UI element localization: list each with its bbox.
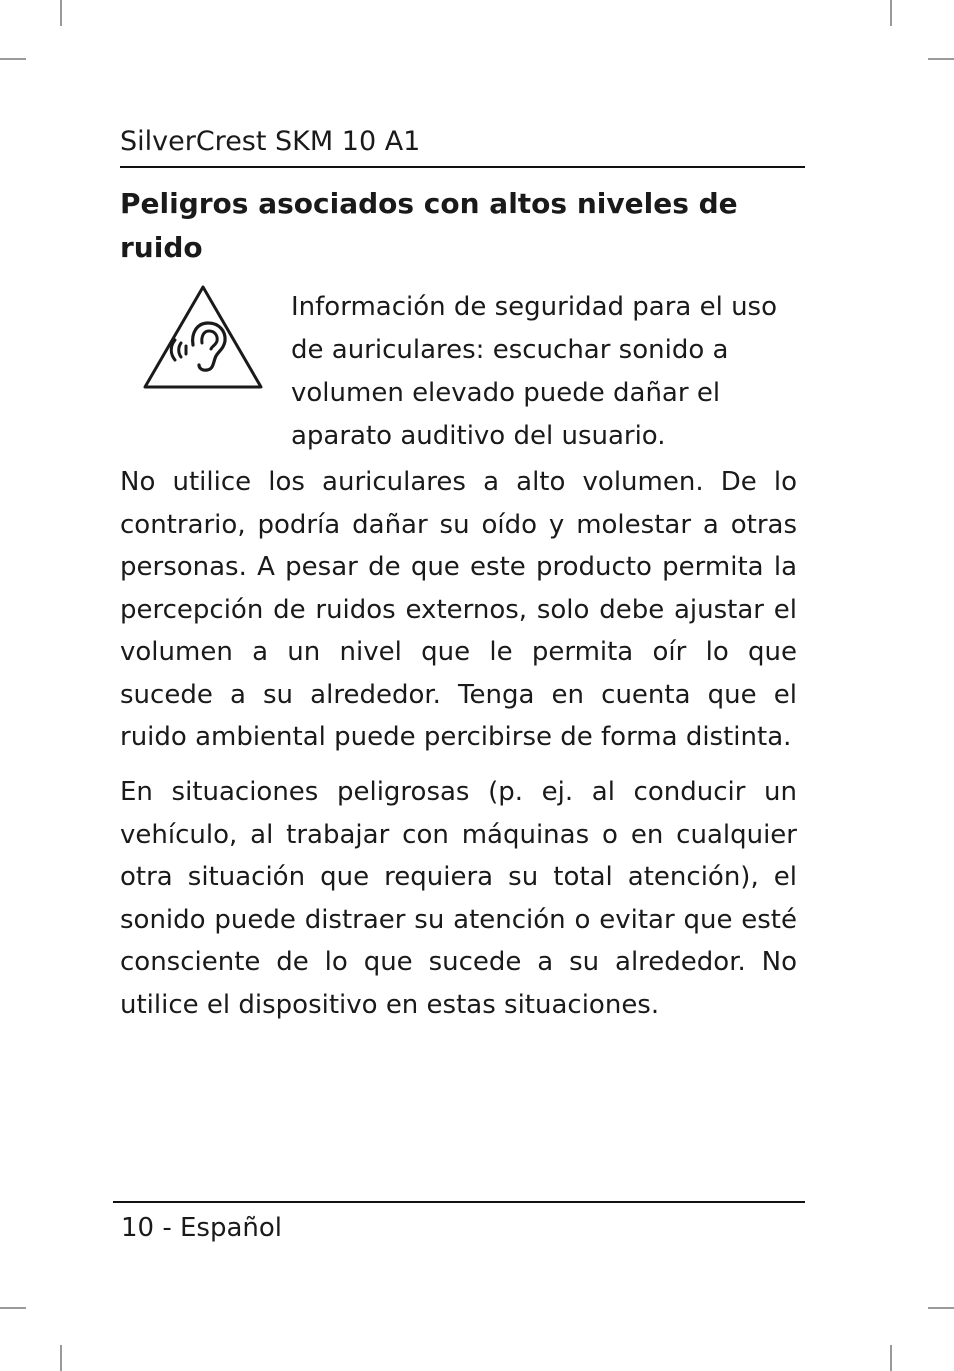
intro-text: Información de seguridad para el uso de auriculares: escuchar sonido a volumen elevado puede dañar el aparato auditivo del usuario.	[291, 292, 778, 451]
crop-mark-bottom-left	[60, 1345, 62, 1371]
header-title: SilverCrest SKM 10 A1	[120, 126, 421, 157]
section-title: Peligros asociados con altos niveles de ruido	[120, 187, 738, 264]
crop-mark-top-right	[890, 0, 892, 26]
crop-mark-top-left	[0, 58, 26, 60]
body-paragraph: En situaciones peligrosas (p. ej. al conducir un vehículo, al trabajar con máquinas o en cualquier otra situación que requiera su total atención), el sonido puede distraer su atención o evitar que esté consciente de lo que sucede a su alrededor. No utilice el dispositivo en estas situaciones.	[120, 777, 797, 1020]
crop-mark-bottom-left	[0, 1307, 26, 1309]
page-number: 10 - Español	[121, 1213, 283, 1243]
crop-mark-bottom-right	[890, 1345, 892, 1371]
crop-mark-bottom-right	[928, 1307, 954, 1309]
page-header	[120, 122, 805, 168]
body-paragraph: No utilice los auriculares a alto volumen. De lo contrario, podría dañar su oído y molestar a otras personas. A pesar de que este producto permita la percepción de ruidos externos, solo debe ajustar el volumen a un nivel que le permita oír lo que sucede a su alrededor. Tenga en cuenta que el ruido ambiental puede percibirse de forma distinta.	[120, 467, 797, 752]
crop-mark-top-right	[928, 58, 954, 60]
crop-mark-top-left	[60, 0, 62, 26]
hearing-warning-icon	[141, 283, 265, 391]
page-footer	[113, 1201, 805, 1243]
